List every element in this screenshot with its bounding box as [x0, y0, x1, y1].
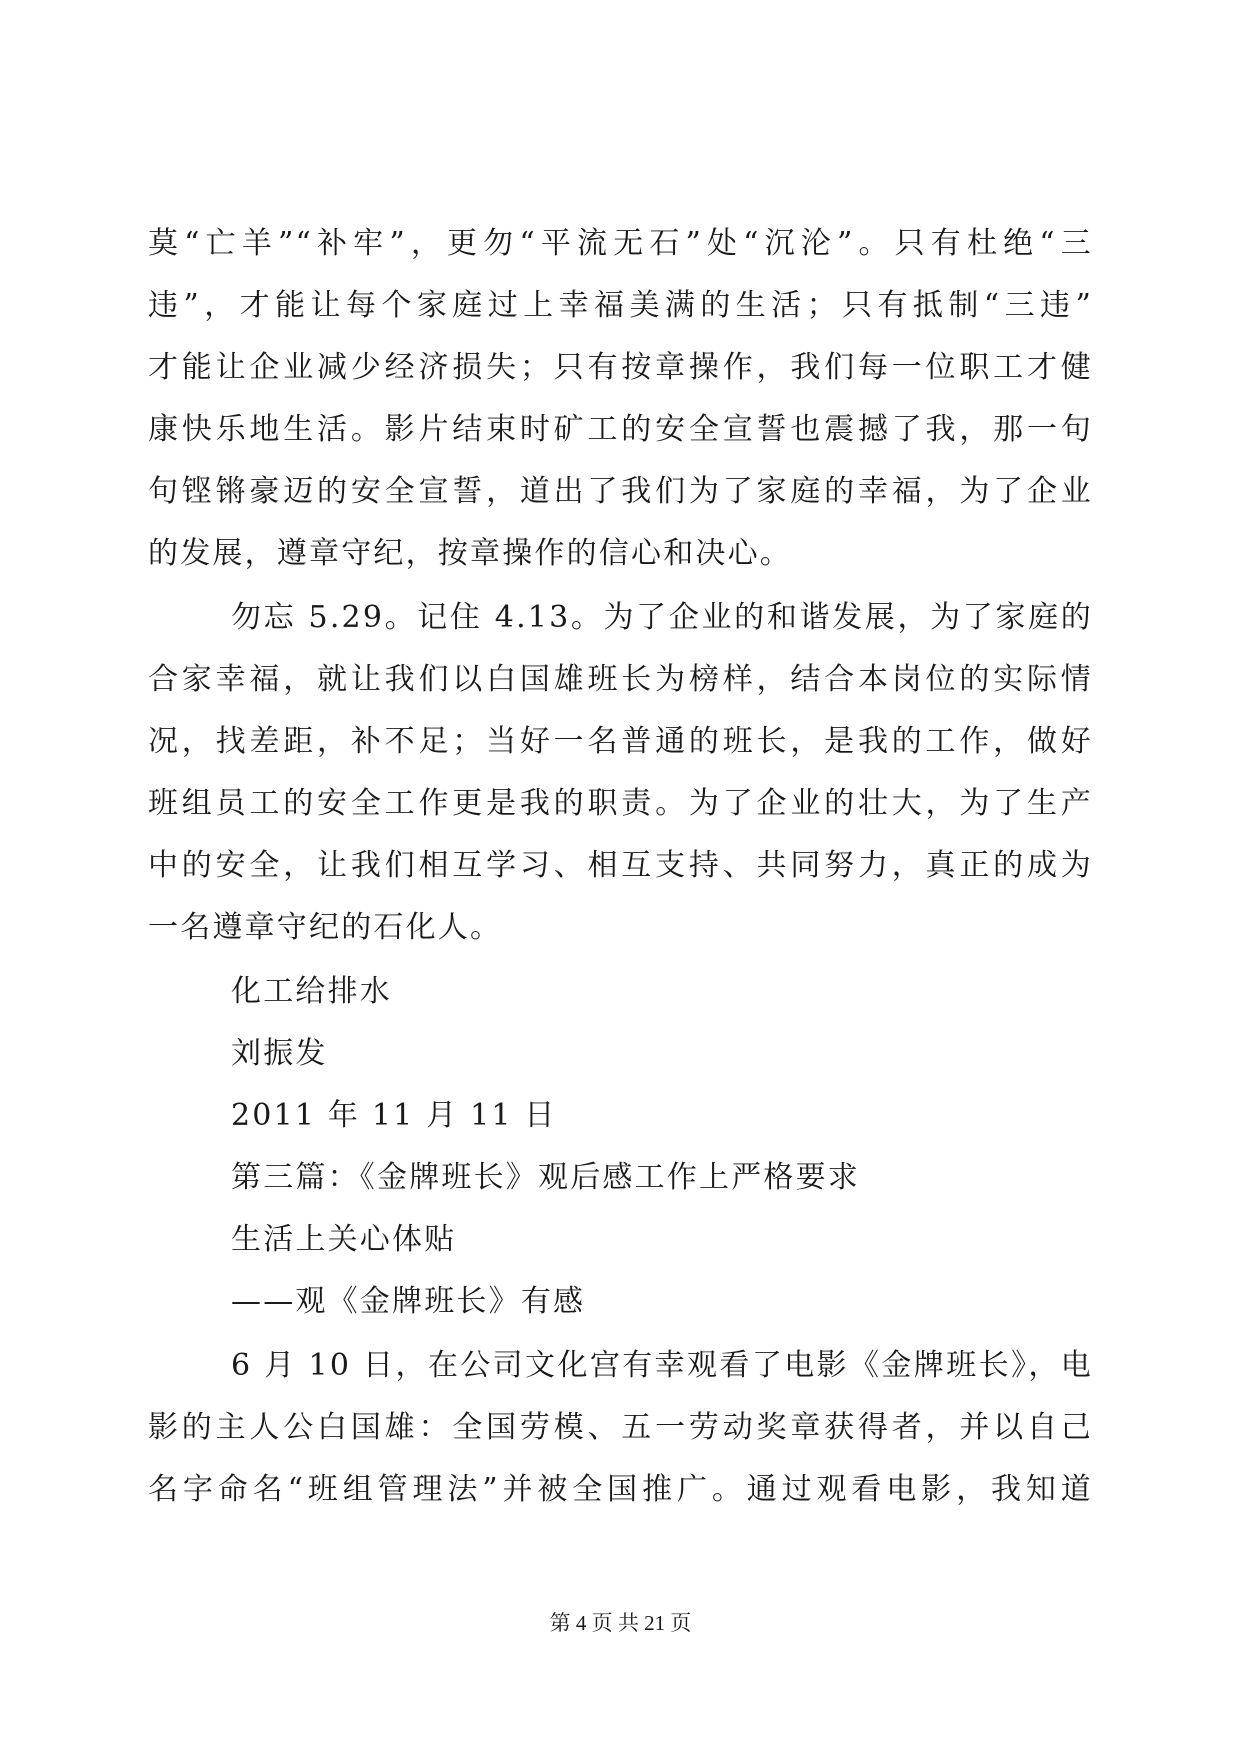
paragraph-line: 违”，才能让每个家庭过上幸福美满的生活；只有抵制“三违” [148, 288, 1093, 323]
paragraph-line: 才能让企业减少经济损失；只有按章操作，我们每一位职工才健 [148, 350, 1093, 385]
signature-date: 2011 年 11 月 11 日 [231, 1098, 557, 1133]
paragraph-line: 句铿锵豪迈的安全宣誓，道出了我们为了家庭的幸福，为了企业 [148, 474, 1093, 509]
paragraph-line: 况，找差距，补不足；当好一名普通的班长，是我的工作，做好 [148, 724, 1093, 759]
section-title-continued: 生活上关心体贴 [231, 1222, 457, 1257]
paragraph-line: 康快乐地生活。影片结束时矿工的安全宣誓也震撼了我，那一句 [148, 412, 1093, 447]
paragraph-line: 中的安全，让我们相互学习、相互支持、共同努力，真正的成为 [148, 848, 1093, 883]
page-number-footer: 第 4 页 共 21 页 [549, 1611, 692, 1635]
paragraph-line: 的发展，遵章守纪，按章操作的信心和决心。 [148, 536, 792, 571]
section-subtitle: ——观《金牌班长》有感 [231, 1284, 586, 1319]
paragraph-line: 班组员工的安全工作更是我的职责。为了企业的壮大，为了生产 [148, 786, 1093, 821]
paragraph-line: 莫“亡羊”“补牢”，更勿“平流无石”处“沉沦”。只有杜绝“三 [148, 226, 1093, 261]
paragraph-line: 合家幸福，就让我们以白国雄班长为榜样，结合本岗位的实际情 [148, 662, 1093, 697]
paragraph-line: 6 月 10 日，在公司文化宫有幸观看了电影《金牌班长》，电 [231, 1348, 1093, 1383]
paragraph-line: 勿忘 5.29。记住 4.13。为了企业的和谐发展，为了家庭的 [231, 600, 1093, 635]
paragraph-line: 一名遵章守纪的石化人。 [148, 910, 503, 945]
paragraph-line: 名字命名“班组管理法”并被全国推广。通过观看电影，我知道 [148, 1472, 1093, 1507]
signature-department: 化工给排水 [231, 974, 392, 1009]
section-title: 第三篇：《金牌班长》观后感工作上严格要求 [231, 1160, 860, 1195]
paragraph-line: 影的主人公白国雄：全国劳模、五一劳动奖章获得者，并以自己 [148, 1410, 1093, 1445]
signature-author: 刘振发 [231, 1036, 328, 1071]
